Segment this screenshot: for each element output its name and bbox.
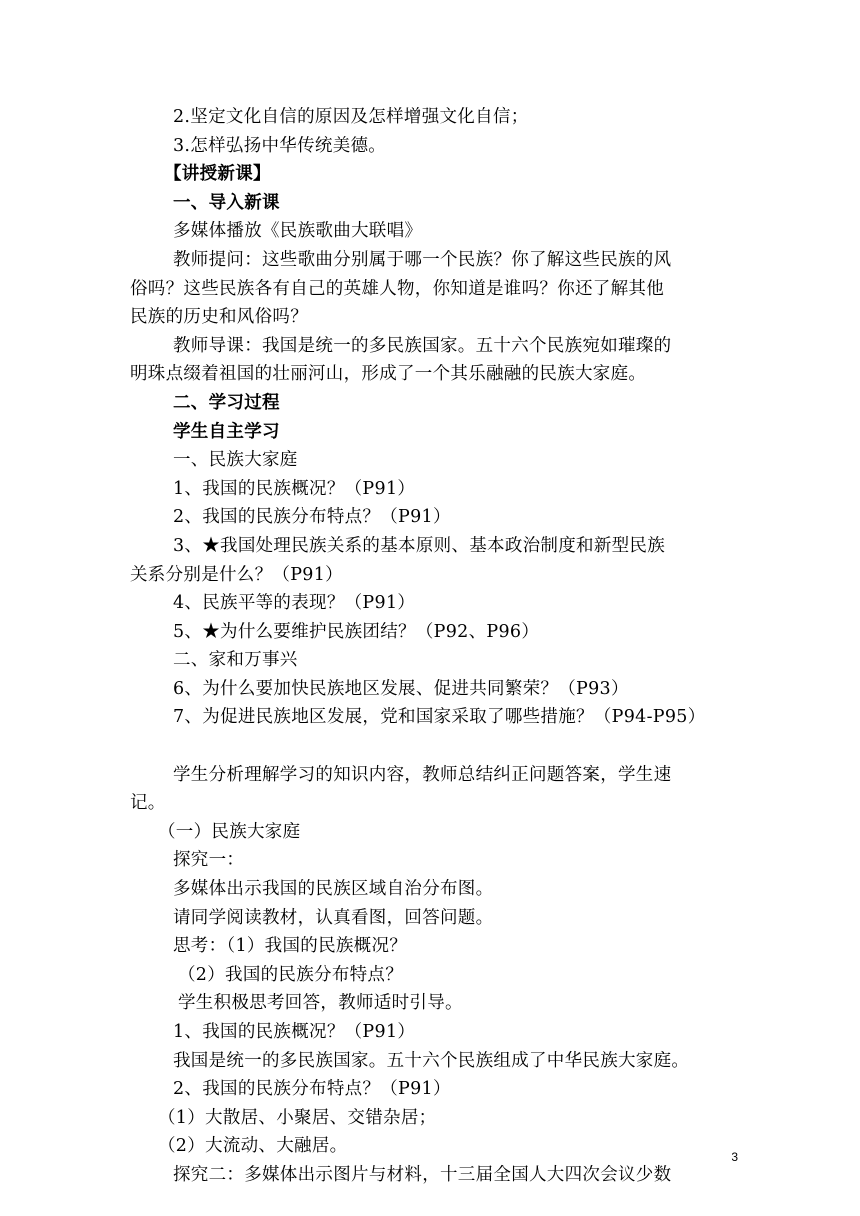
text-line: 记。 — [130, 793, 166, 814]
page-number: 3 — [731, 1150, 738, 1164]
text-line: 学生积极思考回答，教师适时引导。 — [178, 993, 463, 1014]
section-heading: 一、导入新课 — [173, 192, 280, 213]
list-item: （2）大流动、大融居。 — [158, 1136, 348, 1157]
list-item: 2、我国的民族分布特点？（P91） — [173, 507, 451, 528]
list-item: 5、★为什么要维护民族团结？（P92、P96） — [173, 621, 540, 642]
text-line: 教师导课：我国是统一的多民族国家。五十六个民族宛如璀璨的 — [173, 335, 672, 356]
text-line: 多媒体出示我国的民族区域自治分布图。 — [173, 879, 494, 900]
list-item: （1）大散居、小聚居、交错杂居； — [158, 1107, 437, 1128]
text-line: 教师提问：这些歌曲分别属于哪一个民族？你了解这些民族的风 — [173, 249, 672, 270]
list-item: 3、★我国处理民族关系的基本原则、基本政治制度和新型民族 — [173, 535, 666, 556]
text-line: 明珠点缀着祖国的壮丽河山，形成了一个其乐融融的民族大家庭。 — [130, 364, 647, 385]
text-line: 我国是统一的多民族国家。五十六个民族组成了中华民族大家庭。 — [173, 1050, 690, 1071]
subsection-heading: （一）民族大家庭 — [158, 821, 301, 842]
text-line: 探究一： — [173, 850, 245, 871]
text-line: 探究二：多媒体出示图片与材料，十三届全国人大四次会议少数 — [173, 1164, 672, 1185]
section-heading: 学生自主学习 — [173, 421, 280, 442]
text-line: 二、家和万事兴 — [173, 650, 298, 671]
text-line: 俗吗？这些民族各有自己的英雄人物，你知道是谁吗？你还了解其他 — [130, 278, 664, 299]
list-item: 6、为什么要加快民族地区发展、促进共同繁荣？（P93） — [173, 678, 629, 699]
list-item: 7、为促进民族地区发展，党和国家采取了哪些措施？（P94-P95） — [173, 707, 706, 728]
list-item: 2、我国的民族分布特点？（P91） — [173, 1079, 451, 1100]
section-heading: 二、学习过程 — [173, 392, 280, 413]
text-line: 一、民族大家庭 — [173, 450, 298, 471]
text-line: 思考：（1）我国的民族概况？ — [173, 936, 408, 957]
section-heading: 【讲授新课】 — [164, 164, 271, 185]
blank-line — [130, 732, 730, 761]
text-line: 关系分别是什么？（P91） — [130, 564, 343, 585]
text-line: 3.怎样弘扬中华传统美德。 — [173, 135, 387, 156]
text-line: 2.坚定文化自信的原因及怎样增强文化自信； — [173, 107, 529, 127]
text-line: 学生分析理解学习的知识内容，教师总结纠正问题答案，学生速 — [173, 764, 672, 785]
text-line: 多媒体播放《民族歌曲大联唱》 — [173, 221, 423, 242]
text-line: （2）我国的民族分布特点？ — [178, 964, 404, 985]
document-body — [130, 103, 730, 1190]
list-item: 1、我国的民族概况？（P91） — [173, 1022, 416, 1042]
list-item: 1、我国的民族概况？（P91） — [173, 478, 416, 499]
text-line: 请同学阅读教材，认真看图，回答问题。 — [173, 907, 494, 928]
list-item: 4、民族平等的表现？（P91） — [173, 593, 416, 614]
text-line: 民族的历史和风俗吗？ — [130, 307, 308, 328]
